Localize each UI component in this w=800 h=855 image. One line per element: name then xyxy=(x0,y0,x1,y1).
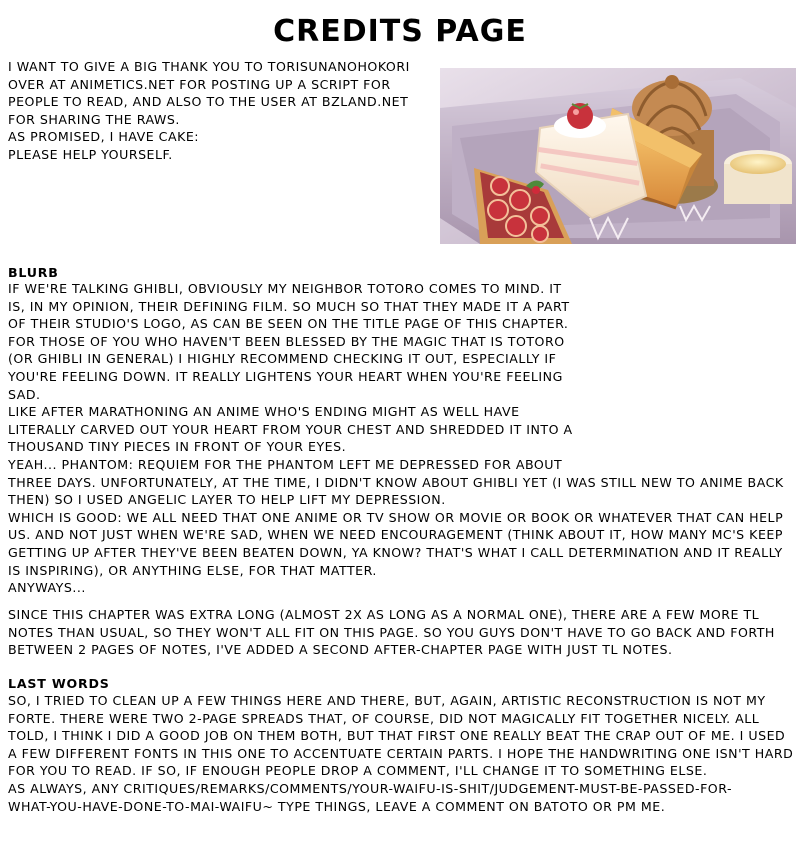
last-words-paragraph: SO, I TRIED TO CLEAN UP A FEW THINGS HERE AND THERE, BUT, AGAIN, ARTISTIC RECONSTRUCTION IS NOT MY FORTE. THERE WERE TWO 2-PAGE SPREADS THAT, OF COURSE, DID NOT MAGICALLY FIT TOGETHER NICELY. ALL TOLD, I THINK I DID A GOOD JOB ON THEM BOTH, BUT THAT FIRST ONE REALLY BEAT THE CRAP OUT OF ME. I USED A FEW DIFFERENT FONTS IN THIS ONE TO ACCENTUATE CERTAIN PARTS. I HOPE THE HANDWRITING ONE ISN'T HARD FOR YOU TO READ. IF SO, IF ENOUGH PEOPLE DROP A COMMENT, I'LL CHANGE IT TO SOMETHING ELSE. AS ALWAYS, ANY CRITIQUES/REMARKS/COMMENTS/YOUR-WAIFU-IS-SHIT/JUDGEMENT-MUST-BE-PASSED-FOR- WHAT-YOU-HAVE-DONE-TO-MAI-WAIFU~ TYPE THINGS, LEAVE A COMMENT ON BATOTO OR PM ME. xyxy=(8,693,794,814)
page-title: CREDITS PAGE xyxy=(273,14,527,49)
blurb-heading: BLURB xyxy=(8,265,59,280)
intro-paragraph: I WANT TO GIVE A BIG THANK YOU TO TORISUNANOHOKORI OVER AT ANIMETICS.NET FOR POSTING UP A SCRIPT FOR PEOPLE TO READ, AND ALSO TO THE USER AT BZLAND.NET FOR SHARING THE RAWS. AS PROMISED, I HAVE CAKE: PLEASE HELP YOURSELF. xyxy=(8,59,410,162)
blurb-paragraph: IF WE'RE TALKING GHIBLI, OBVIOUSLY MY NEIGHBOR TOTORO COMES TO MIND. IT IS, IN MY OPINION, THEIR DEFINING FILM. SO MUCH SO THAT THEY MADE IT A PART OF THEIR STUDIO'S LOGO, AS CAN BE SEEN ON THE TITLE PAGE OF THIS CHAPTER. FOR THOSE OF YOU WHO HAVEN'T BEEN BLESSED BY THE MAGIC THAT IS TOTORO (OR GHIBLI IN GENERAL) I HIGHLY RECOMMEND CHECKING IT OUT, ESPECIALLY IF YOU'RE FEELING DOWN. IT REALLY LIGHTENS YOUR HEART WHEN YOU'RE FEELING SAD. LIKE AFTER MARATHONING AN ANIME WHO'S ENDING MIGHT AS WELL HAVE LITERALLY CARVED OUT YOUR HEART FROM YOUR CHEST AND SHREDDED IT INTO A THOUSAND TINY PIECES IN FRONT OF YOUR EYES. YEAH... PHANTOM: REQUIEM FOR THE PHANTOM LEFT ME DEPRESSED FOR ABOUT THREE DAYS. UNFORTUNATELY, AT THE TIME, I DIDN'T KNOW ABOUT GHIBLI YET (I WAS STILL NEW TO ANIME BACK THEN) SO I USED ANGELIC LAYER TO HELP LIFT MY DEPRESSION. WHICH IS GOOD: WE ALL NEED THAT ONE ANIME OR TV SHOW OR MOVIE OR BOOK OR WHATEVER THAT CAN HELP US. AND NOT JUST WHEN WE'RE SAD, WHEN WE NEED ENCOURAGEMENT (THINK ABOUT IT, HOW MANY MC'S KEEP GETTING UP AFTER THEY'VE BEEN BEATEN DOWN, YA KNOW? THAT'S WHAT I CALL DETERMINATION AND IT REALLY IS INSPIRING), OR ANYTHING ELSE, FOR THAT MATTER. ANYWAYS... xyxy=(8,281,784,596)
tl-notes-paragraph: SINCE THIS CHAPTER WAS EXTRA LONG (ALMOST 2X AS LONG AS A NORMAL ONE), THERE ARE A FEW MORE TL NOTES THAN USUAL, SO THEY WON'T ALL FIT ON THIS PAGE. SO YOU GUYS DON'T HAVE TO GO BACK AND FORTH BETWEEN 2 PAGES OF NOTES, I'VE ADDED A SECOND AFTER-CHAPTER PAGE WITH JUST TL NOTES. xyxy=(8,607,775,658)
cake-image xyxy=(440,68,796,244)
last-words-heading: LAST WORDS xyxy=(8,676,110,691)
